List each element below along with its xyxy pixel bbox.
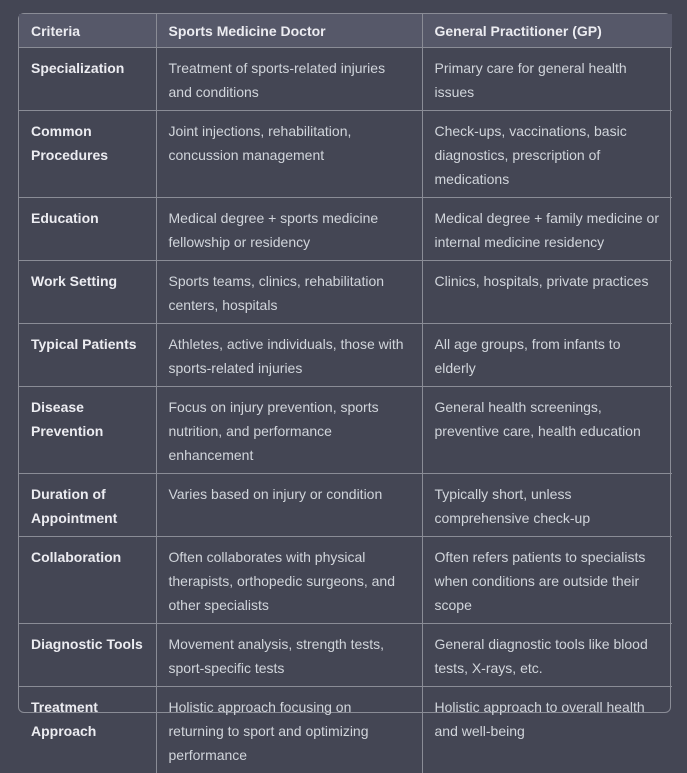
sports-doctor-cell: Often collaborates with physical therapists, orthopedic surgeons, and other specialists [156, 537, 422, 624]
comparison-table [19, 14, 672, 773]
table-row [19, 387, 672, 474]
gp-cell: Typically short, unless comprehensive check-up [422, 474, 672, 537]
criteria-cell: Work Setting [19, 261, 156, 324]
table-row [19, 474, 672, 537]
criteria-cell: Education [19, 198, 156, 261]
table-row [19, 624, 672, 687]
criteria-cell: Specialization [19, 48, 156, 111]
criteria-cell: Treatment Approach [19, 687, 156, 773]
gp-cell: General health screenings, preventive care, health education [422, 387, 672, 474]
sports-doctor-cell: Sports teams, clinics, rehabilitation centers, hospitals [156, 261, 422, 324]
gp-cell: Holistic approach to overall health and well-being [422, 687, 672, 773]
table-header-row [19, 14, 672, 48]
table-row [19, 111, 672, 198]
sports-doctor-cell: Treatment of sports-related injuries and conditions [156, 48, 422, 111]
gp-cell: Primary care for general health issues [422, 48, 672, 111]
gp-cell: Often refers patients to specialists when conditions are outside their scope [422, 537, 672, 624]
criteria-cell: Typical Patients [19, 324, 156, 387]
sports-doctor-cell: Focus on injury prevention, sports nutrition, and performance enhancement [156, 387, 422, 474]
criteria-cell: Diagnostic Tools [19, 624, 156, 687]
gp-cell: Check-ups, vaccinations, basic diagnostics, prescription of medications [422, 111, 672, 198]
sports-doctor-cell: Joint injections, rehabilitation, concussion management [156, 111, 422, 198]
criteria-cell: Duration of Appointment [19, 474, 156, 537]
gp-cell: Clinics, hospitals, private practices [422, 261, 672, 324]
header-sports-medicine-doctor: Sports Medicine Doctor [156, 14, 422, 48]
criteria-cell: Common Procedures [19, 111, 156, 198]
criteria-cell: Collaboration [19, 537, 156, 624]
gp-cell: All age groups, from infants to elderly [422, 324, 672, 387]
sports-doctor-cell: Athletes, active individuals, those with sports-related injuries [156, 324, 422, 387]
table-row [19, 48, 672, 111]
table-row [19, 261, 672, 324]
header-criteria: Criteria [19, 14, 156, 48]
sports-doctor-cell: Varies based on injury or condition [156, 474, 422, 537]
table-row [19, 324, 672, 387]
table-row [19, 687, 672, 773]
comparison-table-container [18, 13, 671, 713]
table-row [19, 537, 672, 624]
sports-doctor-cell: Movement analysis, strength tests, sport-specific tests [156, 624, 422, 687]
criteria-cell: Disease Prevention [19, 387, 156, 474]
header-general-practitioner: General Practitioner (GP) [422, 14, 672, 48]
gp-cell: Medical degree + family medicine or internal medicine residency [422, 198, 672, 261]
sports-doctor-cell: Holistic approach focusing on returning to sport and optimizing performance [156, 687, 422, 773]
gp-cell: General diagnostic tools like blood tests, X-rays, etc. [422, 624, 672, 687]
table-row [19, 198, 672, 261]
sports-doctor-cell: Medical degree + sports medicine fellowship or residency [156, 198, 422, 261]
